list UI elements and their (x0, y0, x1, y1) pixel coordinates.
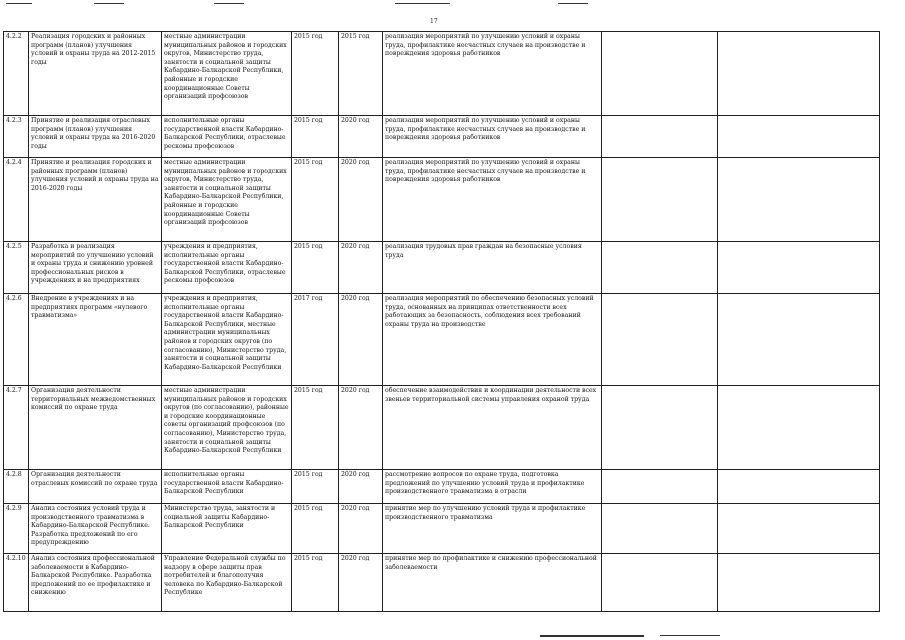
result-cell: обеспечение взаимодействия и координации деятельности всех звеньев территориальной системы управления охраной труда (383, 386, 602, 470)
empty-cell (602, 116, 718, 158)
empty-cell (718, 554, 880, 612)
result-cell: реализация трудовых прав граждан на безопасные условия труда (383, 242, 602, 294)
scan-artifact-line (6, 3, 32, 4)
end-year-cell: 2020 год (339, 116, 383, 158)
end-year-cell: 2020 год (339, 294, 383, 386)
result-cell: реализация мероприятий по улучшению условий и охраны труда, профилактике несчастных случаев на производстве и повреждения здоровья работников (383, 158, 602, 242)
row-number: 4.2.2 (4, 32, 29, 116)
table-row (4, 504, 880, 554)
measure-cell: Принятие и реализация отраслевых программ (планов) улучшения условий и охраны труда на 2016-2020 годы (29, 116, 162, 158)
row-number: 4.2.7 (4, 386, 29, 470)
row-number: 4.2.6 (4, 294, 29, 386)
measures-table (3, 31, 880, 612)
start-year-cell: 2015 год (292, 242, 339, 294)
end-year-cell: 2020 год (339, 470, 383, 504)
result-cell: принятие мер по профилактике и снижению профессиональной заболеваемости (383, 554, 602, 612)
empty-cell (718, 294, 880, 386)
start-year-cell: 2015 год (292, 386, 339, 470)
measure-cell: Внедрение в учреждениях и на предприятиях программ «нулевого травматизма» (29, 294, 162, 386)
result-cell: рассмотрение вопросов по охране труда, подготовка предложений по улучшению условий труда и профилактике производственного травматизма в отрасли (383, 470, 602, 504)
start-year-cell: 2015 год (292, 158, 339, 242)
empty-cell (718, 116, 880, 158)
table-row (4, 554, 880, 612)
end-year-cell: 2020 год (339, 386, 383, 470)
end-year-cell: 2020 год (339, 554, 383, 612)
table-row (4, 470, 880, 504)
page-number: 17 (430, 18, 438, 25)
measure-cell: Организация деятельности территориальных межведомственных комиссий по охране труда (29, 386, 162, 470)
result-cell: принятие мер по улучшению условий труда и профилактике производственного травматизма (383, 504, 602, 554)
result-cell: реализация мероприятий по улучшению условий и охраны труда, профилактике несчастных случаев на производстве и повреждения здоровья работников (383, 32, 602, 116)
executor-cell: учреждения и предприятия, исполнительные органы государственной власти Кабардино-Балкарской Республики, отраслевые рескомы профсоюзов (162, 242, 292, 294)
table-row (4, 116, 880, 158)
empty-cell (602, 242, 718, 294)
executor-cell: учреждения и предприятия, исполнительные органы государственной власти Кабардино-Балкарской Республики, местные администрации муниципальных районов и городских округов (по согласованию), Министерство труда, занятости и социальной защиты Кабардино-Балкарской Республики (162, 294, 292, 386)
table-row (4, 242, 880, 294)
end-year-cell: 2020 год (339, 504, 383, 554)
executor-cell: местные администрации муниципальных районов и городских округов (по согласованию), районные и городские координационные советы организаций профсоюзов (по согласованию), Министерство труда, занятости и социальной защиты Кабардино-Балкарской Республики (162, 386, 292, 470)
result-cell: реализация мероприятий по обеспечению безопасных условий труда, основанных на принципах ответственности всех работающих за безопасность, соблюдения всех требований охраны труда на производстве (383, 294, 602, 386)
executor-cell: Управление Федеральной службы по надзору в сфере защиты прав потребителей и благополучия человека по Кабардино-Балкарской Республике (162, 554, 292, 612)
empty-cell (602, 554, 718, 612)
measure-cell: Реализация городских и районных программ (планов) улучшения условий и охраны труда на 2012-2015 годы (29, 32, 162, 116)
empty-cell (718, 386, 880, 470)
executor-cell: Министерство труда, занятости и социальной защиты Кабардино-Балкарской Республики (162, 504, 292, 554)
row-number: 4.2.8 (4, 470, 29, 504)
executor-cell: исполнительные органы государственной власти Кабардино-Балкарской Республики, отраслевые рескомы профсоюзов (162, 116, 292, 158)
executor-cell: местные администрации муниципальных районов и городских округов, Министерство труда, занятости и социальной защиты Кабардино-Балкарской Республики, районные и городские координационные Советы организаций профсоюзов (162, 32, 292, 116)
end-year-cell: 2020 год (339, 242, 383, 294)
scan-artifact-line (660, 635, 720, 636)
start-year-cell: 2015 год (292, 554, 339, 612)
empty-cell (718, 32, 880, 116)
scan-artifact-line (558, 3, 588, 4)
result-cell: реализация мероприятий по улучшению условий и охраны труда, профилактике несчастных случаев на производстве и повреждения здоровья работников (383, 116, 602, 158)
measure-cell: Принятие и реализация городских и районных программ (планов) улучшения условий и охраны труда на 2016-2020 годы (29, 158, 162, 242)
empty-cell (602, 32, 718, 116)
empty-cell (602, 504, 718, 554)
scan-artifact-line (94, 3, 124, 4)
start-year-cell: 2015 год (292, 116, 339, 158)
row-number: 4.2.9 (4, 504, 29, 554)
executor-cell: местные администрации муниципальных районов и городских округов, Министерство труда, занятости и социальной защиты Кабардино-Балкарской Республики, районные и городские координационные Советы организаций профсоюзов (162, 158, 292, 242)
row-number: 4.2.10 (4, 554, 29, 612)
table-row (4, 32, 880, 116)
table-row (4, 294, 880, 386)
empty-cell (718, 242, 880, 294)
empty-cell (718, 470, 880, 504)
measure-cell: Организация деятельности отраслевых комиссий по охране труда (29, 470, 162, 504)
scan-artifact-line (540, 635, 644, 637)
measure-cell: Разработка и реализация мероприятий по улучшению условий и охраны труда и снижению уровней профессиональных рисков в учреждениях и на предприятиях (29, 242, 162, 294)
empty-cell (602, 386, 718, 470)
start-year-cell: 2015 год (292, 470, 339, 504)
executor-cell: исполнительные органы государственной власти Кабардино-Балкарской Республики (162, 470, 292, 504)
row-number: 4.2.4 (4, 158, 29, 242)
start-year-cell: 2015 год (292, 32, 339, 116)
empty-cell (602, 158, 718, 242)
end-year-cell: 2020 год (339, 158, 383, 242)
empty-cell (602, 470, 718, 504)
row-number: 4.2.3 (4, 116, 29, 158)
start-year-cell: 2015 год (292, 504, 339, 554)
empty-cell (718, 158, 880, 242)
empty-cell (718, 504, 880, 554)
measure-cell: Анализ состояния условий труда и производственного травматизма в Кабардино-Балкарской Республике. Разработка предложений по его предупреждению (29, 504, 162, 554)
scan-artifact-line (395, 3, 450, 4)
end-year-cell: 2015 год (339, 32, 383, 116)
scan-artifact-line (214, 3, 244, 4)
row-number: 4.2.5 (4, 242, 29, 294)
start-year-cell: 2017 год (292, 294, 339, 386)
measure-cell: Анализ состояния профессиональной заболеваемости в Кабардино-Балкарской Республике. Разработка предложений по ее профилактике и снижению (29, 554, 162, 612)
empty-cell (602, 294, 718, 386)
table-row (4, 158, 880, 242)
table-row (4, 386, 880, 470)
